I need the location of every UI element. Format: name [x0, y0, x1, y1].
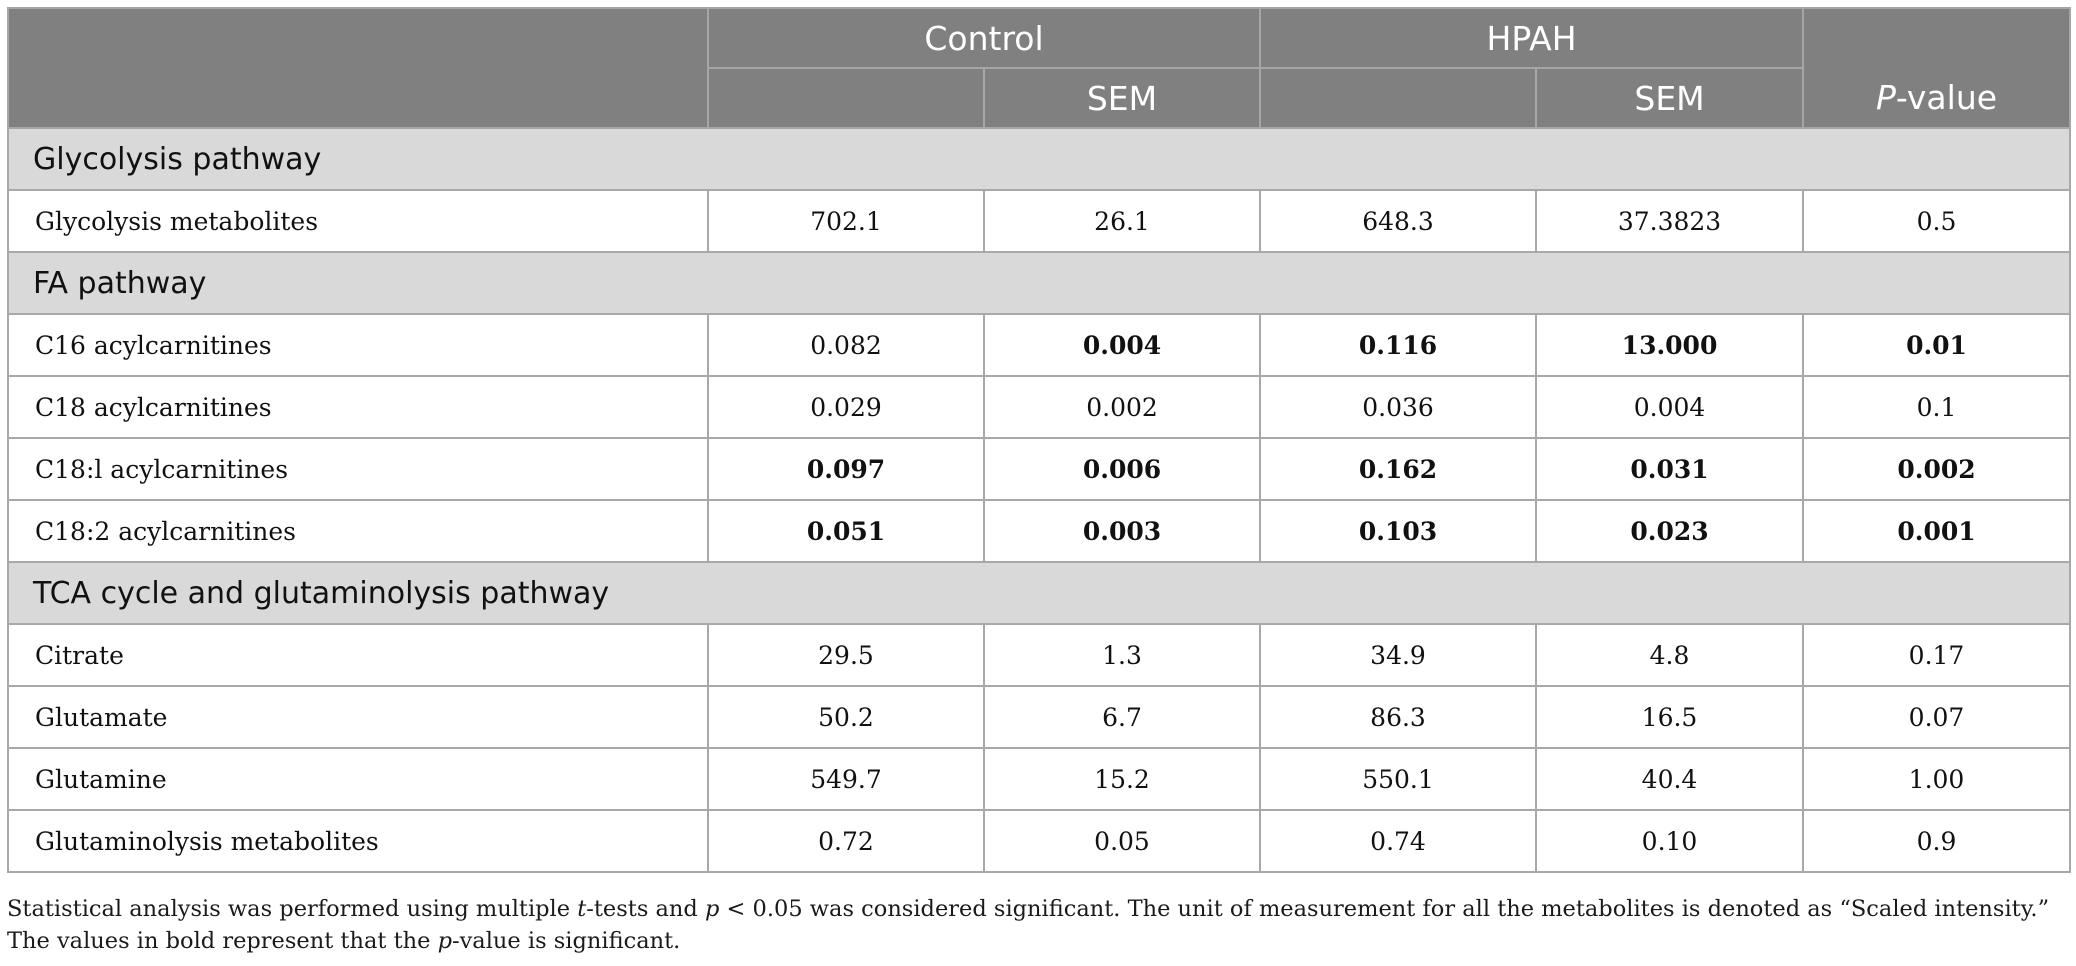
table-container [7, 7, 2069, 873]
footnote-text: -value is significant. [451, 928, 681, 954]
hpah-sem-cell: 0.10 [1536, 810, 1803, 872]
control-sem-cell: 26.1 [984, 190, 1260, 252]
metabolite-label: C18:l acylcarnitines [8, 438, 708, 500]
hpah-mean-cell: 550.1 [1260, 748, 1536, 810]
section-title: TCA cycle and glutaminolysis pathway [8, 562, 2070, 624]
header-pvalue-italic: P [1875, 78, 1896, 117]
table-body [8, 128, 2070, 872]
metabolite-label: Glycolysis metabolites [8, 190, 708, 252]
table-row [8, 500, 2070, 562]
control-mean-cell: 0.72 [708, 810, 984, 872]
control-mean-cell: 0.082 [708, 314, 984, 376]
pvalue-cell: 0.01 [1803, 314, 2070, 376]
section-header-row [8, 562, 2070, 624]
hpah-mean-cell: 648.3 [1260, 190, 1536, 252]
hpah-sem-cell: 0.023 [1536, 500, 1803, 562]
pvalue-cell: 1.00 [1803, 748, 2070, 810]
header-hpah-mean [1260, 68, 1536, 128]
hpah-sem-cell: 13.000 [1536, 314, 1803, 376]
pvalue-cell: 0.1 [1803, 376, 2070, 438]
control-sem-cell: 0.004 [984, 314, 1260, 376]
control-sem-cell: 0.003 [984, 500, 1260, 562]
section-header-row [8, 128, 2070, 190]
header-group-control: Control [708, 8, 1260, 68]
pvalue-cell: 0.5 [1803, 190, 2070, 252]
header-control-sem: SEM [984, 68, 1260, 128]
header-group-hpah: HPAH [1260, 8, 1803, 68]
control-mean-cell: 50.2 [708, 686, 984, 748]
footnote-text: < 0.05 was considered significant. The unit of measurement for all the metabolites is denoted as “Scaled intensity.” The values in bold represent that the [7, 896, 2050, 954]
hpah-sem-cell: 0.031 [1536, 438, 1803, 500]
control-mean-cell: 0.097 [708, 438, 984, 500]
hpah-sem-cell: 0.004 [1536, 376, 1803, 438]
control-sem-cell: 0.006 [984, 438, 1260, 500]
hpah-sem-cell: 40.4 [1536, 748, 1803, 810]
footnote-text: -tests and [586, 896, 705, 922]
control-mean-cell: 0.051 [708, 500, 984, 562]
metabolite-label: Glutaminolysis metabolites [8, 810, 708, 872]
hpah-mean-cell: 86.3 [1260, 686, 1536, 748]
header-hpah-sem: SEM [1536, 68, 1803, 128]
table-row [8, 748, 2070, 810]
table-footnote [7, 893, 2069, 957]
hpah-mean-cell: 34.9 [1260, 624, 1536, 686]
table-header [8, 8, 2070, 128]
metabolite-label: C18:2 acylcarnitines [8, 500, 708, 562]
table-row [8, 624, 2070, 686]
metabolite-label: C16 acylcarnitines [8, 314, 708, 376]
pvalue-cell: 0.001 [1803, 500, 2070, 562]
footnote-p-italic: p [704, 896, 720, 922]
pvalue-cell: 0.002 [1803, 438, 2070, 500]
hpah-mean-cell: 0.103 [1260, 500, 1536, 562]
section-title: Glycolysis pathway [8, 128, 2070, 190]
table-row [8, 314, 2070, 376]
hpah-sem-cell: 16.5 [1536, 686, 1803, 748]
control-sem-cell: 0.05 [984, 810, 1260, 872]
control-mean-cell: 29.5 [708, 624, 984, 686]
table-row [8, 376, 2070, 438]
header-pvalue [1803, 8, 2070, 128]
pvalue-cell: 0.9 [1803, 810, 2070, 872]
control-mean-cell: 702.1 [708, 190, 984, 252]
section-title: FA pathway [8, 252, 2070, 314]
table-row [8, 438, 2070, 500]
footnote-t-italic: t [577, 896, 587, 922]
control-mean-cell: 0.029 [708, 376, 984, 438]
pvalue-cell: 0.07 [1803, 686, 2070, 748]
header-control-mean [708, 68, 984, 128]
metabolites-table [7, 7, 2071, 873]
control-sem-cell: 0.002 [984, 376, 1260, 438]
hpah-mean-cell: 0.036 [1260, 376, 1536, 438]
footnote-p-italic: p [437, 928, 452, 954]
hpah-sem-cell: 37.3823 [1536, 190, 1803, 252]
footnote-text: Statistical analysis was performed using multiple [7, 896, 578, 922]
table-row [8, 190, 2070, 252]
hpah-mean-cell: 0.74 [1260, 810, 1536, 872]
hpah-mean-cell: 0.116 [1260, 314, 1536, 376]
metabolite-label: Glutamate [8, 686, 708, 748]
hpah-mean-cell: 0.162 [1260, 438, 1536, 500]
header-blank-cell [8, 8, 708, 128]
control-sem-cell: 6.7 [984, 686, 1260, 748]
metabolite-label: Glutamine [8, 748, 708, 810]
table-row [8, 686, 2070, 748]
table-row [8, 810, 2070, 872]
hpah-sem-cell: 4.8 [1536, 624, 1803, 686]
metabolite-label: Citrate [8, 624, 708, 686]
control-mean-cell: 549.7 [708, 748, 984, 810]
metabolite-label: C18 acylcarnitines [8, 376, 708, 438]
header-pvalue-rest: -value [1895, 78, 1998, 117]
control-sem-cell: 15.2 [984, 748, 1260, 810]
control-sem-cell: 1.3 [984, 624, 1260, 686]
pvalue-cell: 0.17 [1803, 624, 2070, 686]
section-header-row [8, 252, 2070, 314]
